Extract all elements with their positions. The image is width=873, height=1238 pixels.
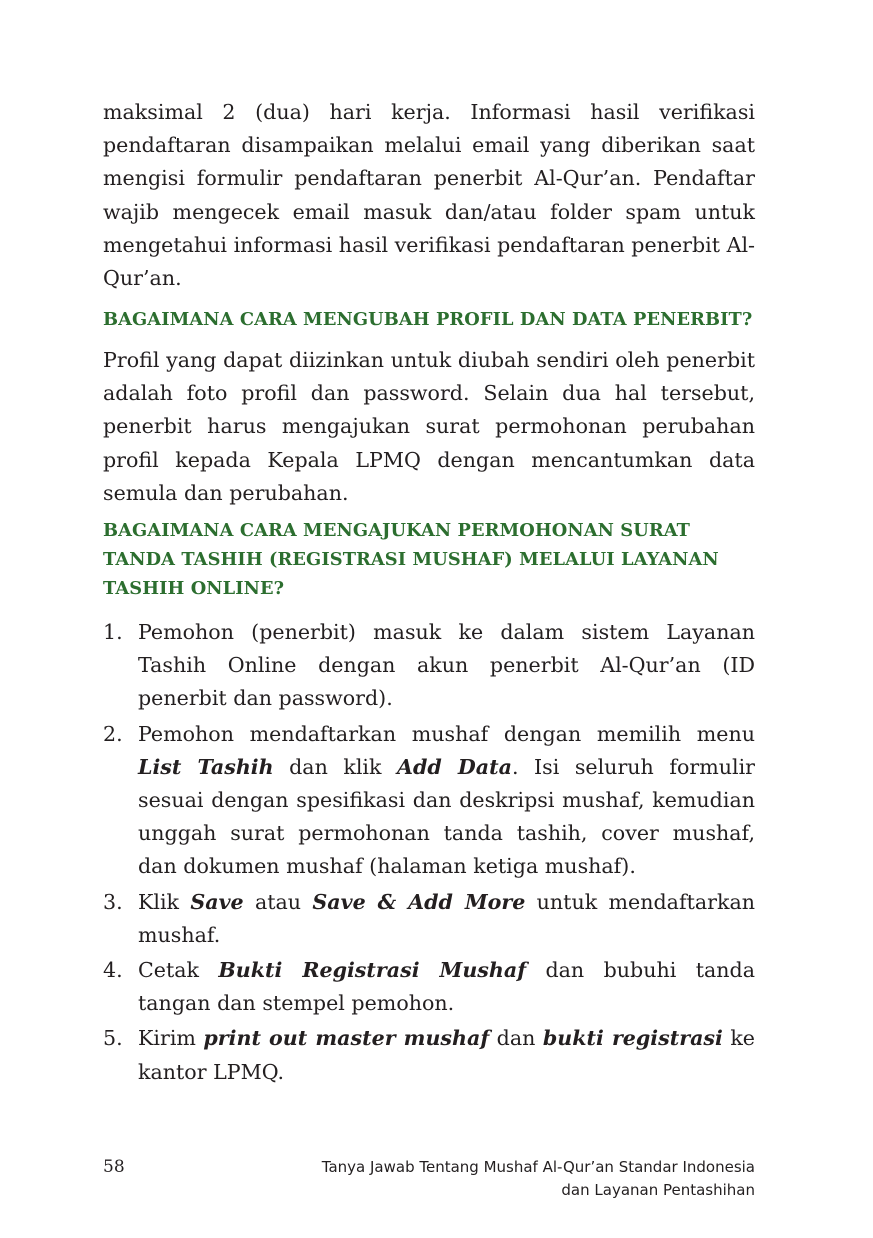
menu-term: Save & Add More	[312, 889, 526, 914]
step-number: 2.	[103, 721, 123, 746]
menu-term: Bukti Registrasi Mushaf	[218, 958, 527, 983]
intro-paragraph: maksimal 2 (dua) hari kerja. Informasi hasil verifikasi pendaftaran disampaikan melalui email yang diberikan saat mengisi formulir pendaftaran penerbit Al-Qur’an. Pendaftar wajib mengecek email masuk dan/atau folder spam untuk mengetahui informasi hasil verifikasi pendaftaran penerbit Al-Qur’an.	[103, 100, 755, 291]
step-text: Cetak Bukti Registrasi Mushaf dan bubuhi tanda tangan dan stempel pemohon.	[138, 958, 755, 1016]
heading-line: BAGAIMANA CARA MENGAJUKAN PERMOHONAN SURAT	[103, 520, 690, 541]
page-number: 58	[103, 1157, 125, 1177]
step-number: 5.	[103, 1026, 123, 1051]
step-number: 3.	[103, 889, 123, 914]
step-text: Klik Save atau Save & Add More untuk mendaftarkan mushaf.	[138, 889, 755, 947]
menu-term: bukti registrasi	[542, 1026, 723, 1051]
menu-term: Add Data	[397, 754, 512, 779]
heading-line: TASHIH ONLINE?	[103, 577, 285, 599]
list-item	[103, 886, 755, 952]
list-item	[103, 616, 755, 716]
step-text: Pemohon mendaftarkan mushaf dengan memilih menu List Tashih dan klik Add Data. Isi seluruh formulir sesuai dengan spesifikasi dan deskripsi mushaf, kemudian unggah surat permohonan tanda tashih, cover mushaf, dan dokumen mushaf (halaman ketiga mushaf).	[138, 721, 756, 879]
menu-term: print out master mushaf	[203, 1026, 490, 1051]
profile-paragraph: Profil yang dapat diizinkan untuk diubah sendiri oleh penerbit adalah foto profil dan password. Selain dua hal tersebut, penerbit harus mengajukan surat permohonan perubahan profil kepada Kepala LPMQ dengan mencantumkan data semula dan perubahan.	[103, 348, 755, 505]
list-item	[103, 954, 755, 1020]
section-heading-registration	[103, 517, 783, 603]
list-item	[103, 718, 755, 884]
registration-steps-list	[103, 616, 755, 1091]
menu-term: List Tashih	[138, 754, 274, 779]
section-heading-profile: BAGAIMANA CARA MENGUBAH PROFIL DAN DATA PENERBIT?	[103, 309, 753, 330]
step-number: 4.	[103, 958, 123, 983]
step-number: 1.	[103, 620, 123, 644]
step-text: Kirim print out master mushaf dan bukti registrasi ke kantor LPMQ.	[138, 1026, 755, 1084]
list-item	[103, 1022, 755, 1088]
running-footer-title: Tanya Jawab Tentang Mushaf Al-Qur’an Standar Indonesia dan Layanan Pentashihan	[321, 1158, 755, 1199]
step-text: Pemohon (penerbit) masuk ke dalam sistem Layanan Tashih Online dengan akun penerbit Al-Qur’an (ID penerbit dan password).	[138, 620, 755, 711]
heading-line: TANDA TASHIH (REGISTRASI MUSHAF) MELALUI LAYANAN	[103, 548, 719, 570]
menu-term: Save	[190, 889, 244, 914]
